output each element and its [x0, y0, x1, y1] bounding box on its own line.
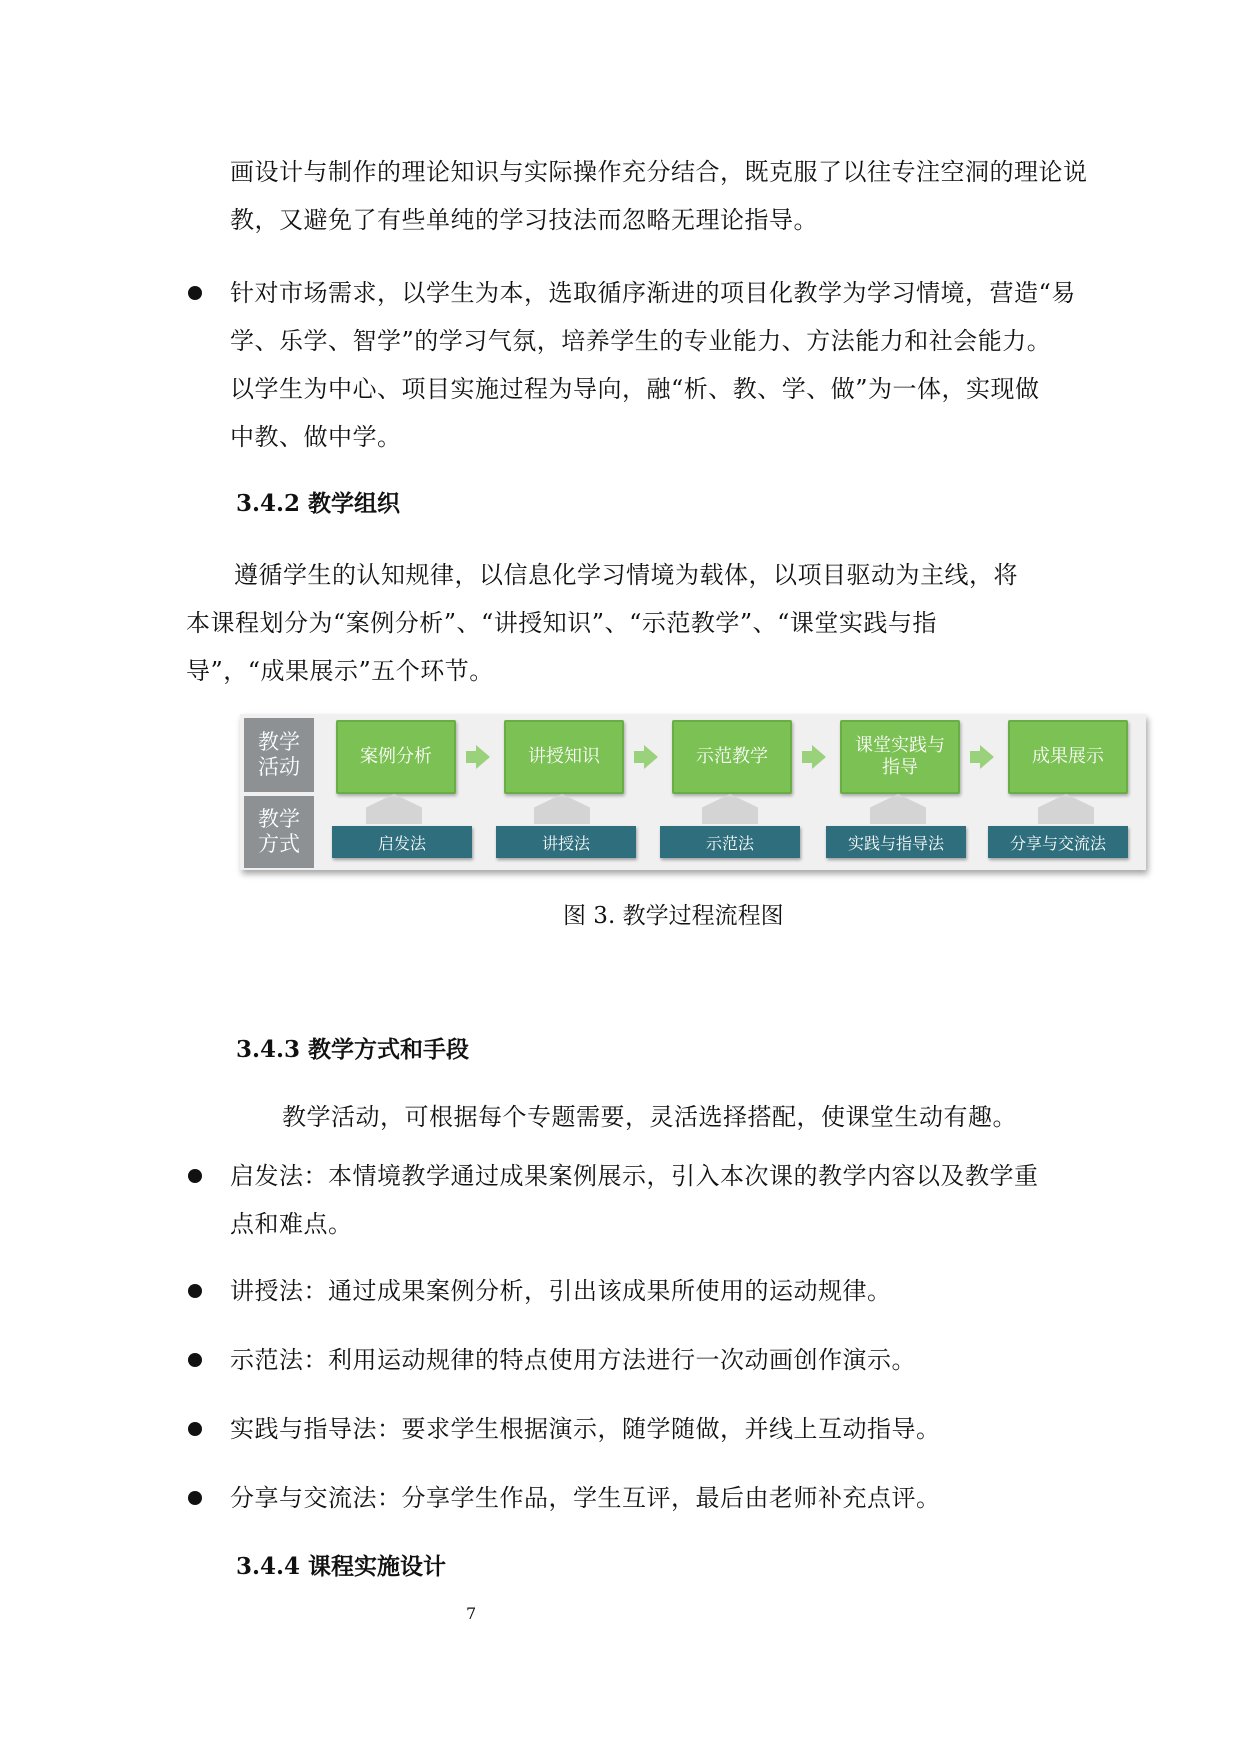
bullet-text: 点和难点。	[230, 1210, 353, 1238]
bullet-dot-icon	[188, 1169, 202, 1183]
teaching-process-diagram	[240, 714, 1146, 870]
activity-box: 案例分析	[336, 720, 456, 794]
paragraph-line: 导”，“成果展示”五个环节。	[186, 657, 494, 685]
arrow-up-icon	[702, 794, 758, 824]
bullet-text: 讲授法：通过成果案例分析，引出该成果所使用的运动规律。	[230, 1277, 892, 1305]
section-heading: 3.4.2 教学组织	[236, 490, 401, 517]
arrow-up-icon	[366, 794, 422, 824]
paragraph-line: 画设计与制作的理论知识与实际操作充分结合，既克服了以往专注空洞的理论说	[230, 158, 1088, 186]
arrow-right-icon	[644, 745, 658, 769]
page-number: 7	[466, 1604, 477, 1623]
arrow-right-icon	[802, 751, 812, 763]
bullet-text: 以学生为中心、项目实施过程为导向，融“析、教、学、做”为一体，实现做	[230, 375, 1040, 403]
paragraph-line: 遵循学生的认知规律，以信息化学习情境为载体，以项目驱动为主线，将	[234, 561, 1018, 589]
arrow-right-icon	[812, 745, 826, 769]
paragraph-line: 本课程划分为“案例分析”、“讲授知识”、“示范教学”、“课堂实践与指	[186, 609, 937, 637]
arrow-right-icon	[476, 745, 490, 769]
section-heading: 3.4.3 教学方式和手段	[236, 1036, 470, 1063]
bullet-text: 针对市场需求，以学生为本，选取循序渐进的项目化教学为学习情境，营造“易	[230, 279, 1076, 307]
arrow-up-icon	[534, 794, 590, 824]
bullet-text: 启发法：本情境教学通过成果案例展示，引入本次课的教学内容以及教学重	[230, 1162, 1039, 1190]
bullet-text: 示范法：利用运动规律的特点使用方法进行一次动画创作演示。	[230, 1346, 916, 1374]
row-label-methods: 教学 方式	[244, 796, 314, 868]
section-heading: 3.4.4 课程实施设计	[236, 1553, 447, 1580]
bullet-text: 学、乐学、智学”的学习气氛，培养学生的专业能力、方法能力和社会能力。	[230, 327, 1052, 355]
bullet-dot-icon	[188, 1284, 202, 1298]
method-box: 讲授法	[496, 826, 636, 858]
bullet-dot-icon	[188, 1422, 202, 1436]
activity-box: 成果展示	[1008, 720, 1128, 794]
bullet-text: 实践与指导法：要求学生根据演示，随学随做，并线上互动指导。	[230, 1415, 941, 1443]
activity-box: 课堂实践与 指导	[840, 720, 960, 794]
arrow-up-icon	[1038, 794, 1094, 824]
method-box: 分享与交流法	[988, 826, 1128, 858]
bullet-dot-icon	[188, 1353, 202, 1367]
paragraph-line: 教，又避免了有些单纯的学习技法而忽略无理论指导。	[230, 206, 818, 234]
arrow-right-icon	[634, 751, 644, 763]
row-label-activities: 教学 活动	[244, 718, 314, 792]
activity-box: 讲授知识	[504, 720, 624, 794]
arrow-right-icon	[466, 751, 476, 763]
method-box: 启发法	[332, 826, 472, 858]
method-box: 示范法	[660, 826, 800, 858]
arrow-up-icon	[870, 794, 926, 824]
arrow-right-icon	[970, 751, 980, 763]
bullet-dot-icon	[188, 286, 202, 300]
method-box: 实践与指导法	[826, 826, 966, 858]
paragraph-line: 教学活动，可根据每个专题需要，灵活选择搭配，使课堂生动有趣。	[282, 1103, 1017, 1131]
arrow-right-icon	[980, 745, 994, 769]
bullet-text: 分享与交流法：分享学生作品，学生互评，最后由老师补充点评。	[230, 1484, 941, 1512]
activity-box: 示范教学	[672, 720, 792, 794]
figure-caption: 图 3. 教学过程流程图	[563, 903, 784, 929]
bullet-dot-icon	[188, 1491, 202, 1505]
bullet-text: 中教、做中学。	[230, 423, 402, 451]
